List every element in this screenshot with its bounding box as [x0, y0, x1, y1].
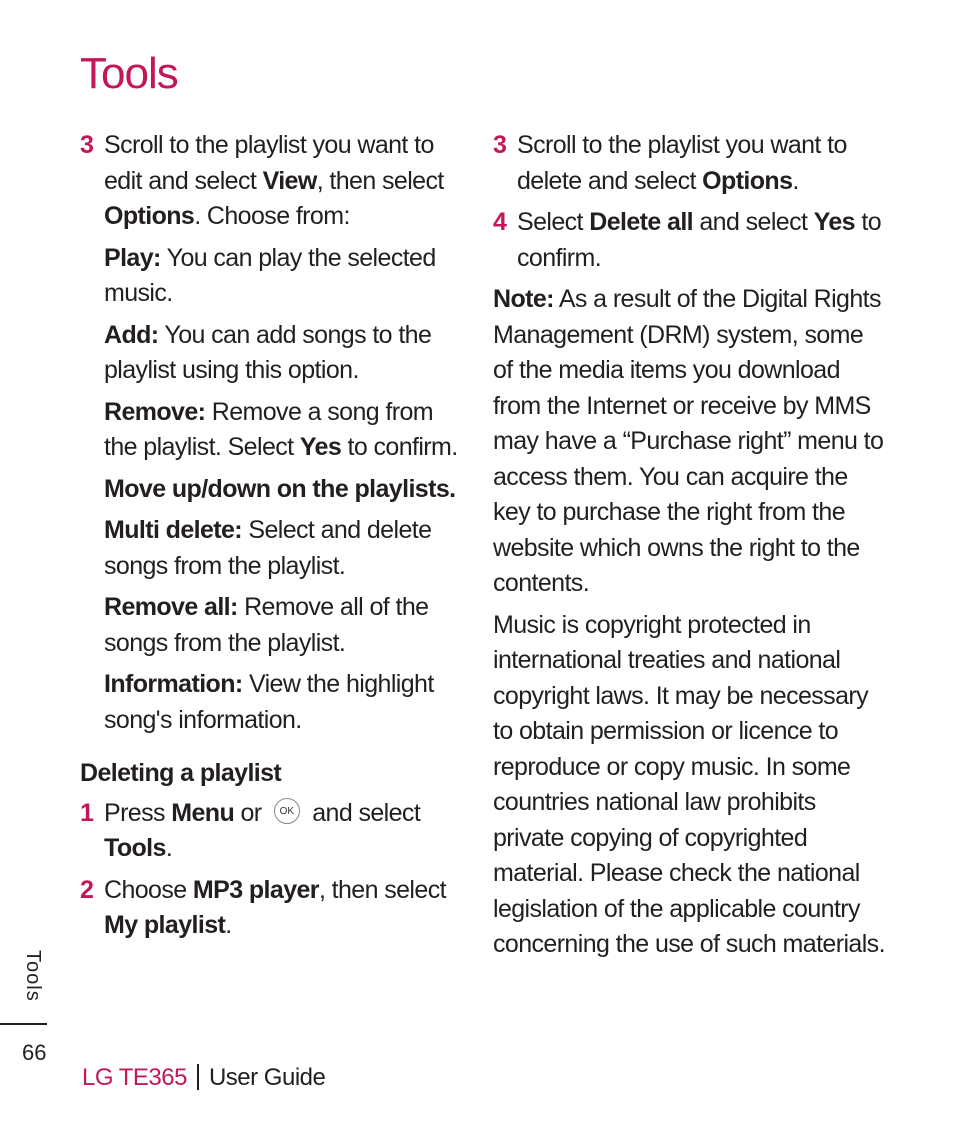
option-multi-delete: Multi delete: Select and delete songs from the playlist.: [104, 516, 432, 580]
option-play: Play: You can play the selected music.: [104, 243, 436, 307]
step-number: 3: [80, 131, 94, 159]
step-number: 3: [493, 131, 507, 159]
option-information: Information: View the highlight song's information.: [104, 670, 434, 734]
right-column: [493, 128, 888, 969]
page-title: Tools: [80, 49, 178, 98]
step-number: 2: [80, 875, 94, 904]
step-2-choose-player: 2 Choose MP3 player, then select My playlist.: [80, 873, 470, 944]
step-3-edit: 3 Scroll to the playlist you want to edit and select View, then select Options. Choose from:: [80, 128, 470, 235]
side-divider: [0, 1023, 47, 1025]
copyright-paragraph: Music is copyright protected in international treaties and national copyright laws. It may be necessary to obtain permission or licence to reproduce or copy music. In some countries national law prohibits private copying of copyrighted material. Please check the national legislation of the applicable country concerning the use of such materials.: [493, 610, 885, 958]
note-paragraph: Note: As a result of the Digital Rights Management (DRM) system, some of the media items you download from the Internet or receive by MMS may have a “Purchase right” menu to access them. You can acquire the key to purchase the right from the website which owns the right to the contents.: [493, 285, 884, 597]
step-1-press-menu: 1 Press Menu or OK and select Tools.: [80, 796, 470, 867]
ok-key-icon: OK: [274, 798, 300, 824]
step-number: 1: [80, 798, 94, 827]
footer: [82, 1064, 325, 1092]
section-heading: Deleting a playlist: [80, 759, 282, 787]
side-section-label: Tools: [22, 950, 44, 1002]
step-4-delete-all: 4 Select Delete all and select Yes to confirm.: [493, 205, 888, 276]
option-move: Move up/down on the playlists.: [104, 474, 456, 503]
option-remove-all: Remove all: Remove all of the songs from the playlist.: [104, 593, 429, 657]
left-column: [80, 128, 470, 950]
footer-guide: User Guide: [208, 1064, 326, 1091]
page-number: 66: [22, 1040, 47, 1065]
footer-brand: LG TE365: [82, 1064, 187, 1091]
option-remove: Remove: Remove a song from the playlist. Select Yes to confirm.: [104, 397, 458, 461]
step-number: 4: [493, 208, 507, 236]
step-3-delete: 3 Scroll to the playlist you want to delete and select Options.: [493, 128, 888, 199]
option-add: Add: You can add songs to the playlist using this option.: [104, 320, 432, 384]
footer-divider: [197, 1064, 199, 1090]
